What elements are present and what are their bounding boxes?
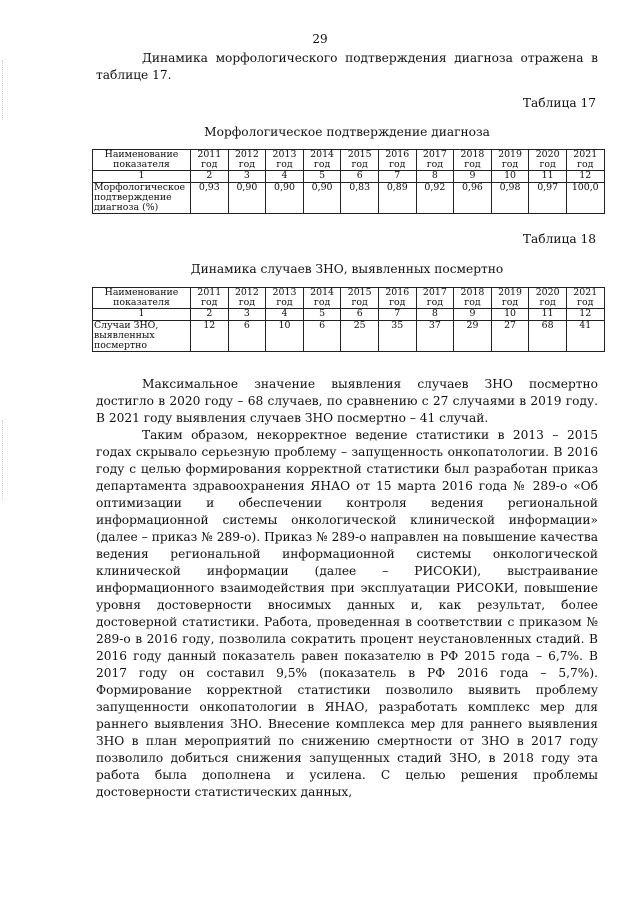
table17-year-header: 2019 год bbox=[491, 150, 529, 171]
body-text bbox=[96, 376, 598, 801]
table18-number: Таблица 18 bbox=[522, 232, 596, 246]
table17-title: Морфологическое подтверждение диагноза bbox=[204, 125, 490, 139]
table17-number: Таблица 17 bbox=[522, 96, 596, 110]
table18-year-header: 2018 год bbox=[454, 288, 492, 309]
table17-header-row bbox=[93, 150, 605, 171]
table17-column-number: 12 bbox=[566, 171, 604, 183]
table17-column-number: 9 bbox=[454, 171, 492, 183]
table18-column-number: 1 bbox=[93, 309, 191, 321]
table18-column-number: 3 bbox=[228, 309, 266, 321]
table17-column-number: 1 bbox=[93, 171, 191, 183]
table17-value-cell: 0,83 bbox=[341, 183, 379, 214]
table18-data-row bbox=[93, 321, 605, 352]
table17-column-number: 11 bbox=[529, 171, 567, 183]
table18-value-cell: 10 bbox=[266, 321, 304, 352]
table18-column-number: 4 bbox=[266, 309, 304, 321]
table18-year-header: 2012 год bbox=[228, 288, 266, 309]
table18-header-first: Наименование показателя bbox=[93, 288, 191, 309]
table18-year-header: 2011 год bbox=[191, 288, 229, 309]
table18-value-cell: 12 bbox=[191, 321, 229, 352]
table18 bbox=[92, 287, 605, 352]
table17-value-cell: 0,97 bbox=[529, 183, 567, 214]
table17-year-header: 2014 год bbox=[303, 150, 341, 171]
table17-value-cell: 0,92 bbox=[416, 183, 454, 214]
table17-column-number: 7 bbox=[378, 171, 416, 183]
table18-value-cell: 68 bbox=[529, 321, 567, 352]
table17-column-number: 6 bbox=[341, 171, 379, 183]
scan-margin-mark bbox=[2, 420, 3, 500]
table17-column-number: 10 bbox=[491, 171, 529, 183]
table17-column-number: 4 bbox=[266, 171, 304, 183]
table17 bbox=[92, 149, 605, 214]
table17-year-header: 2018 год bbox=[454, 150, 492, 171]
table18-year-header: 2016 год bbox=[378, 288, 416, 309]
table17-value-cell: 0,96 bbox=[454, 183, 492, 214]
table18-column-number: 12 bbox=[566, 309, 604, 321]
table17-year-header: 2020 год bbox=[529, 150, 567, 171]
table18-number-row bbox=[93, 309, 605, 321]
scan-margin-mark bbox=[2, 60, 3, 120]
table18-column-number: 10 bbox=[491, 309, 529, 321]
table17-year-header: 2012 год bbox=[228, 150, 266, 171]
table18-value-cell: 27 bbox=[491, 321, 529, 352]
table17-year-header: 2013 год bbox=[266, 150, 304, 171]
table17-year-header: 2011 год bbox=[191, 150, 229, 171]
table17-year-header: 2015 год bbox=[341, 150, 379, 171]
table18-year-header: 2013 год bbox=[266, 288, 304, 309]
table17-row-label: Морфологическое подтверждение диагноза (%) bbox=[93, 183, 191, 214]
intro-paragraph: Динамика морфологического подтверждения диагноза отражена в таблице 17. bbox=[96, 51, 598, 82]
table17-value-cell: 0,90 bbox=[303, 183, 341, 214]
table18-value-cell: 35 bbox=[378, 321, 416, 352]
table18-year-header: 2017 год bbox=[416, 288, 454, 309]
table17-year-header: 2016 год bbox=[378, 150, 416, 171]
table18-year-header: 2014 год bbox=[303, 288, 341, 309]
table17-value-cell: 0,89 bbox=[378, 183, 416, 214]
table17-header-first: Наименование показателя bbox=[93, 150, 191, 171]
table18-value-cell: 29 bbox=[454, 321, 492, 352]
table18-value-cell: 6 bbox=[228, 321, 266, 352]
table17-number-row bbox=[93, 171, 605, 183]
table17-year-header: 2021 год bbox=[566, 150, 604, 171]
table17-value-cell: 0,93 bbox=[191, 183, 229, 214]
table18-title: Динамика случаев ЗНО, выявленных посмертно bbox=[190, 262, 504, 276]
table17-data-row bbox=[93, 183, 605, 214]
table17-column-number: 3 bbox=[228, 171, 266, 183]
table18-column-number: 2 bbox=[191, 309, 229, 321]
table18-year-header: 2020 год bbox=[529, 288, 567, 309]
table17-value-cell: 0,90 bbox=[266, 183, 304, 214]
paragraph-1: Максимальное значение выявления случаев ЗНО посмертно достигло в 2020 году – 68 случаев, по сравнению с 27 случаями в 2019 году. В 2021 году выявления случаев ЗНО посмертно – 41 случай. bbox=[96, 377, 598, 425]
table17-column-number: 5 bbox=[303, 171, 341, 183]
table18-header-row bbox=[93, 288, 605, 309]
page-number: 29 bbox=[312, 32, 328, 46]
table18-value-cell: 41 bbox=[566, 321, 604, 352]
table18-value-cell: 37 bbox=[416, 321, 454, 352]
table17-year-header: 2017 год bbox=[416, 150, 454, 171]
table18-column-number: 7 bbox=[378, 309, 416, 321]
table18-column-number: 5 bbox=[303, 309, 341, 321]
table17-column-number: 8 bbox=[416, 171, 454, 183]
table18-column-number: 6 bbox=[341, 309, 379, 321]
table18-column-number: 9 bbox=[454, 309, 492, 321]
table18-row-label: Случаи ЗНО, выявленных посмертно bbox=[93, 321, 191, 352]
table17-column-number: 2 bbox=[191, 171, 229, 183]
table18-year-header: 2021 год bbox=[566, 288, 604, 309]
table18-year-header: 2015 год bbox=[341, 288, 379, 309]
table18-value-cell: 25 bbox=[341, 321, 379, 352]
table17-value-cell: 100,0 bbox=[566, 183, 604, 214]
table17-value-cell: 0,90 bbox=[228, 183, 266, 214]
table18-value-cell: 6 bbox=[303, 321, 341, 352]
paragraph-2: Таким образом, некорректное ведение статистики в 2013 – 2015 годах скрывало серьезную проблему – запущенность онкопатологии. В 2016 году с целью формирования корректной статистики был разработан приказ департамента здравоохранения ЯНАО от 15 марта 2016 года № 289-о «Об оптимизации и обеспечении контроля ведения региональной информационной системы онкологической клинической информации» (далее – приказ № 289-о). Приказ № 289-о направлен на повышение качества ведения региональной информационной системы онкологической клинической информации (далее – РИСОКИ), выстраивание информационного взаимодействия при эксплуатации РИСОКИ, повышение уровня достоверности вносимых данных и, как результат, более достоверной статистики. Работа, проведенная в соответствии с приказом № 289-о в 2016 году, позволила сократить процент неустановленных стадий. В 2016 году данный показатель равен показателю в РФ 2015 года – 6,7%. В 2017 году он составил 9,5% (показатель в РФ 2016 года – 5,7%). Формирование корректной статистики позволило выявить проблему запущенности онкопатологии в ЯНАО, разработать комплекс мер для раннего выявления ЗНО. Внесение комплекса мер для раннего выявления ЗНО в план мероприятий по снижению смертности от ЗНО в 2017 году позволило добиться снижения запущенных стадий ЗНО, в 2018 году эта работа была дополнена и усилена. С целью решения проблемы достоверности статистических данных, bbox=[96, 428, 598, 799]
table18-year-header: 2019 год bbox=[491, 288, 529, 309]
table18-column-number: 8 bbox=[416, 309, 454, 321]
table17-value-cell: 0,98 bbox=[491, 183, 529, 214]
table18-column-number: 11 bbox=[529, 309, 567, 321]
